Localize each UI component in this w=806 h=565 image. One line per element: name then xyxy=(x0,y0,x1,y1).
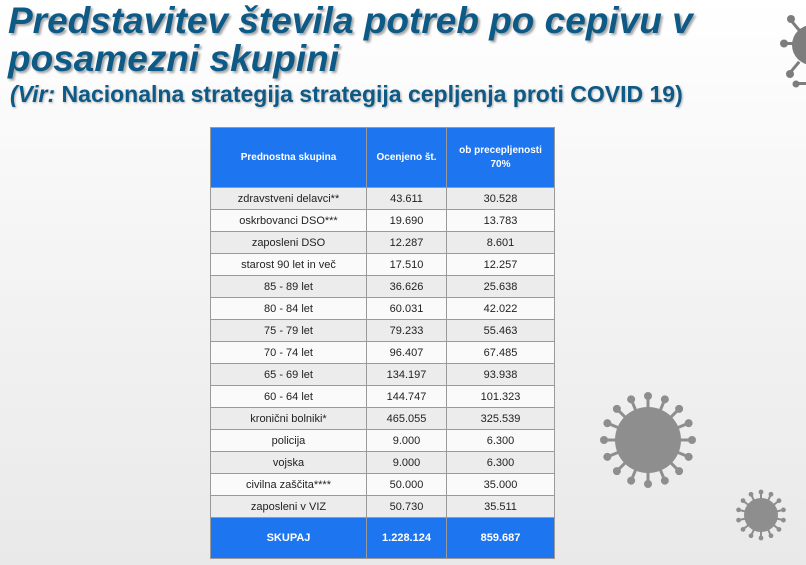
cell-70-percent: 6.300 xyxy=(447,452,555,474)
vaccine-needs-table xyxy=(210,127,555,559)
cell-group: vojska xyxy=(211,452,367,474)
cell-70-percent: 101.323 xyxy=(447,386,555,408)
cell-group: zaposleni v VIZ xyxy=(211,496,367,518)
cell-estimate: 144.747 xyxy=(367,386,447,408)
table-total-row xyxy=(211,518,555,559)
table-row xyxy=(211,232,555,254)
cell-estimate: 19.690 xyxy=(367,210,447,232)
total-70-percent: 859.687 xyxy=(447,518,555,559)
cell-estimate: 96.407 xyxy=(367,342,447,364)
table-body xyxy=(211,188,555,518)
cell-70-percent: 93.938 xyxy=(447,364,555,386)
source-subtitle xyxy=(10,80,683,108)
cell-estimate: 50.730 xyxy=(367,496,447,518)
header-70-percent: ob precepljenosti 70% xyxy=(447,128,555,188)
table-row xyxy=(211,210,555,232)
table-row xyxy=(211,364,555,386)
table-row xyxy=(211,342,555,364)
cell-group: policija xyxy=(211,430,367,452)
cell-70-percent: 8.601 xyxy=(447,232,555,254)
cell-group: 80 - 84 let xyxy=(211,298,367,320)
table-row xyxy=(211,254,555,276)
title-line-1: Predstavitev števila potreb po cepivu v xyxy=(8,0,693,41)
cell-group: starost 90 let in več xyxy=(211,254,367,276)
cell-group: 65 - 69 let xyxy=(211,364,367,386)
cell-estimate: 12.287 xyxy=(367,232,447,254)
cell-70-percent: 325.539 xyxy=(447,408,555,430)
cell-group: civilna zaščita**** xyxy=(211,474,367,496)
cell-group: 85 - 89 let xyxy=(211,276,367,298)
table-row xyxy=(211,320,555,342)
table-row xyxy=(211,474,555,496)
cell-estimate: 134.197 xyxy=(367,364,447,386)
cell-estimate: 36.626 xyxy=(367,276,447,298)
cell-group: 60 - 64 let xyxy=(211,386,367,408)
cell-70-percent: 35.511 xyxy=(447,496,555,518)
table-row xyxy=(211,188,555,210)
virus-icon-corner xyxy=(772,0,806,100)
table-row xyxy=(211,298,555,320)
cell-estimate: 465.055 xyxy=(367,408,447,430)
table-row xyxy=(211,276,555,298)
cell-estimate: 79.233 xyxy=(367,320,447,342)
table-header-row xyxy=(211,128,555,188)
source-text: Nacionalna strategija strategija cepljenja proti COVID 19) xyxy=(55,81,683,107)
cell-estimate: 17.510 xyxy=(367,254,447,276)
page-title xyxy=(8,2,693,78)
virus-icon-large xyxy=(592,384,704,496)
cell-70-percent: 25.638 xyxy=(447,276,555,298)
header-group: Prednostna skupina xyxy=(211,128,367,188)
cell-estimate: 50.000 xyxy=(367,474,447,496)
table-row xyxy=(211,430,555,452)
virus-icon-small xyxy=(733,487,789,543)
cell-estimate: 9.000 xyxy=(367,452,447,474)
table-row xyxy=(211,496,555,518)
table-row xyxy=(211,452,555,474)
total-label: SKUPAJ xyxy=(211,518,367,559)
cell-70-percent: 6.300 xyxy=(447,430,555,452)
cell-group: 75 - 79 let xyxy=(211,320,367,342)
cell-estimate: 9.000 xyxy=(367,430,447,452)
cell-70-percent: 12.257 xyxy=(447,254,555,276)
table-row xyxy=(211,408,555,430)
cell-70-percent: 35.000 xyxy=(447,474,555,496)
cell-estimate: 43.611 xyxy=(367,188,447,210)
cell-group: oskrbovanci DSO*** xyxy=(211,210,367,232)
cell-group: 70 - 74 let xyxy=(211,342,367,364)
cell-70-percent: 55.463 xyxy=(447,320,555,342)
header-estimate: Ocenjeno št. xyxy=(367,128,447,188)
source-lead: (Vir: xyxy=(10,81,56,107)
total-estimate: 1.228.124 xyxy=(367,518,447,559)
cell-70-percent: 67.485 xyxy=(447,342,555,364)
cell-group: zaposleni DSO xyxy=(211,232,367,254)
table-row xyxy=(211,386,555,408)
cell-group: kronični bolniki* xyxy=(211,408,367,430)
vaccine-needs-table-container xyxy=(210,127,554,559)
cell-70-percent: 42.022 xyxy=(447,298,555,320)
cell-70-percent: 13.783 xyxy=(447,210,555,232)
title-line-2: posamezni skupini xyxy=(8,38,340,79)
cell-70-percent: 30.528 xyxy=(447,188,555,210)
cell-group: zdravstveni delavci** xyxy=(211,188,367,210)
cell-estimate: 60.031 xyxy=(367,298,447,320)
